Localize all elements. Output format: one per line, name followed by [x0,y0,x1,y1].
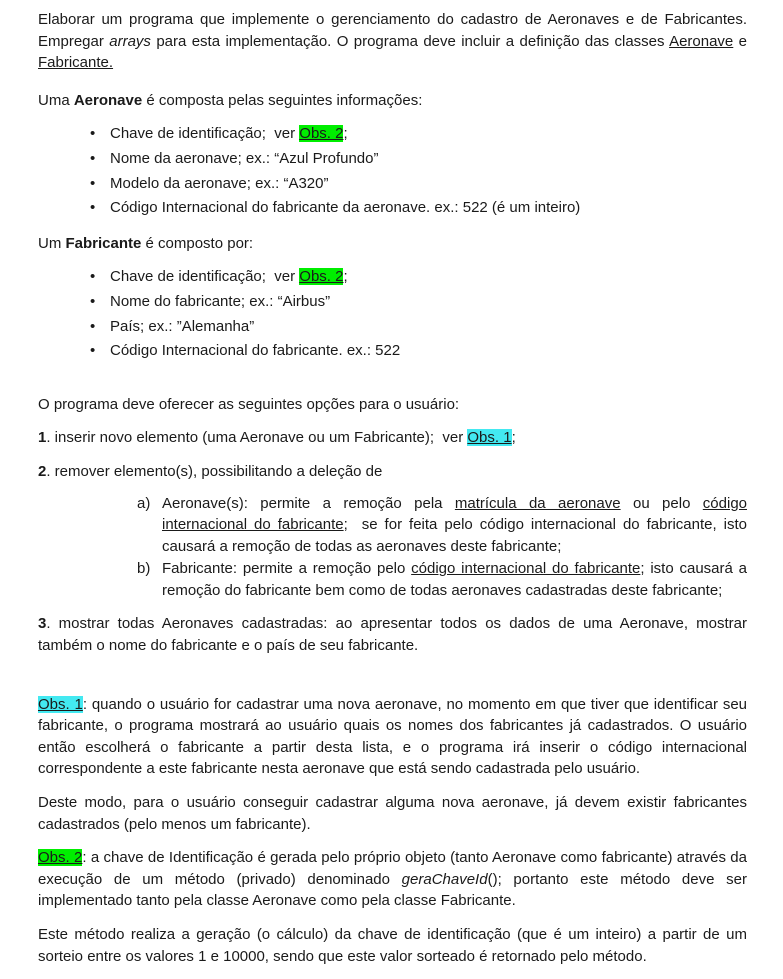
aeronave-info-list [38,123,747,218]
obs2-label-highlight: Obs. 2 [38,849,83,867]
bullet-icon: • [90,149,96,167]
obs1-reference-highlight: Obs. 1 [467,429,512,447]
removal-option-b [38,558,747,601]
text-segment: Nome do fabricante; ex.: “Airbus” [110,292,331,310]
obs2-note-paragraph [38,924,747,967]
bullet-icon: • [90,199,96,217]
list-item [38,291,747,313]
text-segment: . inserir novo elemento (uma Aeronave ou um Fabricante); ver [46,429,468,447]
list-item [38,316,747,338]
list-item [38,148,747,170]
text-segment: Código Internacional do fabricante. ex.: 522 [110,342,401,360]
list-item [38,340,747,362]
text-segment: ou pelo [620,494,703,512]
text-segment: ; [343,125,348,143]
bullet-icon: • [90,174,96,192]
option-number: 3 [38,615,47,633]
removal-options-list [38,493,747,602]
option-number: 2 [38,462,47,480]
text-segment: Um [38,234,66,252]
text-segment: ; [343,268,348,286]
text-segment: Fabricante: permite a remoção pelo [162,560,412,578]
text-segment: para esta implementação. O programa deve incluir a definição das classes [150,32,670,50]
list-item [38,123,747,145]
list-item [38,266,747,288]
text-segment: Elaborar um programa que implemente o gerenciamento do cadastro de Aeronaves e de Fabricantes. Empregar [38,11,747,50]
text-segment: Aeronave(s): permite a remoção pela [162,494,455,512]
obs2-paragraph [38,847,747,912]
text-segment: (); portanto este método deve ser implementado tanto pela classe Aeronave como pela classe Fabricante. [38,870,747,910]
text-segment: País; ex.: ”Alemanha” [110,317,255,335]
list-item [38,197,747,219]
bullet-icon: • [90,292,96,310]
document-page [38,0,747,967]
bold-term-fabricante: Fabricante [65,234,142,252]
option-3-paragraph [38,613,747,656]
text-segment: Modelo da aeronave; ex.: “A320” [110,174,329,192]
obs1-note-paragraph [38,792,747,835]
text-segment: ; [511,429,516,447]
text-segment: ; isto causará a remoção do fabricante bem como de todas aeronaves cadastradas deste fabricante; [162,560,748,599]
options-intro-paragraph [38,394,747,416]
text-segment: Deste modo, para o usuário conseguir cadastrar alguma nova aeronave, já devem existir fabricantes cadastrados (pelo menos um fabricante). [38,794,747,833]
aeronave-section-heading [38,90,747,112]
fabricante-info-list [38,266,747,361]
text-segment: é composto por: [141,234,254,252]
text-segment: Nome da aeronave; ex.: “Azul Profundo” [110,149,379,167]
underlined-term-aeronave: Aeronave [669,32,734,50]
italic-term-gerachaveid: geraChaveId [401,870,488,888]
text-segment: : a chave de Identificação é gerada pelo próprio objeto (tanto Aeronave como fabricante) através da execução de um método (privado) denominado [38,849,747,888]
obs2-reference-highlight: Obs. 2 [299,268,344,286]
text-segment: ; se for feita pelo código internacional do fabricante, isto causará a remoção de todas as aeronaves deste fabricante; [162,516,747,555]
option-2-paragraph [38,461,747,483]
bullet-icon: • [90,342,96,360]
item-label: b) [137,560,151,578]
italic-term-arrays: arrays [109,32,151,50]
removal-option-a [38,493,747,558]
underlined-term-codigo-internacional: código internacional do fabricante [411,560,641,578]
text-segment: O programa deve oferecer as seguintes opções para o usuário: [38,395,460,413]
text-segment: . mostrar todas Aeronaves cadastradas: ao apresentar todos os dados de uma Aeronave, mostrar também o nome do fabricante e o país de seu fabricante. [38,615,747,655]
underlined-term-matricula: matrícula da aeronave [454,494,621,512]
text-segment: e [733,32,748,50]
list-item [38,173,747,195]
bullet-icon: • [90,268,96,286]
underlined-term-fabricante: Fabricante. [38,54,114,72]
text-segment: Uma [38,91,74,109]
text-segment: Código Internacional do fabricante da aeronave. ex.: 522 (é um inteiro) [110,199,581,217]
text-segment: é composta pelas seguintes informações: [142,91,423,109]
text-segment: : quando o usuário for cadastrar uma nova aeronave, no momento em que tiver que identificar seu fabricante, o programa mostrará ao usuário quais os nomes dos fabricantes já cadastrados. O usuário então escolherá o fabricante a partir desta lista, e o programa irá inserir o código internacional correspondente a este fabricante nesta aeronave que está sendo cadastrada pelo usuário. [38,695,748,778]
intro-paragraph [38,9,747,74]
obs1-label-highlight: Obs. 1 [38,695,83,713]
bullet-icon: • [90,317,96,335]
text-segment: Chave de identificação; ver [110,268,300,286]
fabricante-section-heading [38,233,747,255]
text-segment: Este método realiza a geração (o cálculo) da chave de identificação (que é um inteiro) a partir de um sorteio entre os valores 1 e 10000, sendo que este valor sorteado é retornado pelo método. [38,926,747,965]
text-segment: . remover elemento(s), possibilitando a deleção de [46,462,383,480]
bullet-icon: • [90,125,96,143]
bold-term-aeronave: Aeronave [73,91,143,109]
obs1-paragraph [38,694,747,780]
obs2-reference-highlight: Obs. 2 [299,125,344,143]
underlined-term-codigo-internacional: código internacional do fabricante [162,494,747,534]
option-1-paragraph [38,427,747,449]
option-number: 1 [38,429,47,447]
text-segment: Chave de identificação; ver [110,125,300,143]
item-label: a) [137,494,151,512]
